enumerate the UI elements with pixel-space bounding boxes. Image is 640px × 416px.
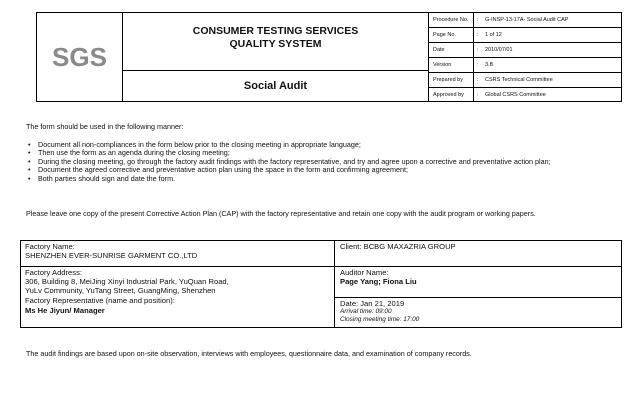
meta-value: 2010/07/01 — [485, 47, 513, 53]
bullet: • — [28, 140, 31, 149]
cap-note: Please leave one copy of the present Corrective Action Plan (CAP) with the factory representative and retain one copy with the audit program or working papers. — [26, 209, 536, 218]
title-line-1: CONSUMER TESTING SERVICES — [192, 25, 359, 37]
list-item: • Both parties should sign and date the form. — [28, 173, 176, 183]
meta-row — [429, 13, 621, 28]
closing-meeting-time: Closing meeting time: 17:00 — [340, 316, 420, 323]
list-item: • Document all non-compliances in the form below prior to the closing meeting in appropriate language; — [28, 140, 361, 149]
document-header — [36, 12, 622, 102]
title-line-2: QUALITY SYSTEM — [229, 38, 322, 50]
findings-basis-note: The audit findings are based upon on-site observation, interviews with employees, questionnaire data, and examination of company records. — [26, 349, 472, 358]
meta-row — [429, 43, 621, 58]
meta-colon: : — [477, 47, 479, 53]
meta-key: Page No. — [433, 32, 456, 38]
meta-value: Global CSRS Committee — [485, 92, 546, 98]
meta-colon: : — [477, 62, 479, 68]
factory-rep-label: Factory Representative (name and position): — [25, 296, 175, 305]
auditor-names: Page Yang; Fiona Liu — [340, 277, 417, 286]
factory-address-line-2: YuLv Community, YuTang Street, GuangMing, Shenzhen — [25, 286, 216, 295]
meta-row — [429, 58, 621, 73]
factory-name-label: Factory Name: — [25, 242, 75, 251]
meta-value: CSRS Technical Committee — [485, 77, 553, 83]
arrival-time: Arrival time: 09:00 — [340, 308, 392, 315]
meta-value: 1 of 12 — [485, 32, 502, 38]
list-item: • Then use the form as an agenda during the closing meeting; — [28, 148, 230, 158]
table-column-divider — [334, 241, 335, 327]
client-name: Client: BCBG MAXAZRIA GROUP — [340, 242, 456, 251]
meta-value: G-INSP-13-17A- Social Audit CAP — [485, 17, 569, 23]
table-row-divider — [334, 297, 621, 298]
meta-key: Date — [433, 47, 445, 53]
bullet: • — [28, 148, 31, 158]
factory-address-line-1: 306, Building 8, MeiJing Xinyi Industrial Park, YuQuan Road, — [25, 277, 229, 286]
meta-row — [429, 88, 621, 103]
auditor-name-label: Auditor Name: — [340, 268, 389, 277]
meta-key: Procedure No. — [433, 17, 469, 23]
meta-colon: : — [477, 32, 479, 38]
meta-row — [429, 73, 621, 88]
instructions-list — [26, 141, 616, 183]
list-item: • During the closing meeting, go through the factory audit findings with the factory representative, and try and agree upon a corrective and preventative action plan; — [28, 156, 551, 166]
header-meta-table — [429, 13, 621, 101]
meta-value: 3.B — [485, 62, 494, 68]
meta-key: Version — [433, 62, 452, 68]
logo-cell — [37, 13, 123, 101]
meta-colon: : — [477, 92, 479, 98]
header-title — [123, 13, 429, 71]
list-item: • Document the agreed corrective and preventative action plan using the space in the form and confirming agreement; — [28, 165, 408, 175]
audit-date: Date: Jan 21, 2019 — [340, 299, 405, 308]
factory-address-label: Factory Address: — [25, 268, 82, 277]
audit-info-table — [20, 240, 622, 328]
form-name: Social Audit — [123, 71, 429, 101]
table-row-divider — [21, 266, 621, 267]
sgs-logo: SGS — [52, 41, 107, 72]
bullet: • — [28, 173, 31, 183]
factory-name-value: SHENZHEN EVER-SUNRISE GARMENT CO.,LTD — [25, 251, 198, 260]
instructions-intro: The form should be used in the following manner: — [26, 122, 184, 131]
factory-rep-value: Ms He Jiyun/ Manager — [25, 306, 105, 315]
bullet: • — [28, 165, 31, 175]
meta-colon: : — [477, 17, 479, 23]
meta-key: Approved by — [433, 92, 464, 98]
meta-row — [429, 28, 621, 43]
meta-key: Prepared by — [433, 77, 463, 83]
bullet: • — [28, 156, 31, 166]
meta-colon: : — [477, 77, 479, 83]
